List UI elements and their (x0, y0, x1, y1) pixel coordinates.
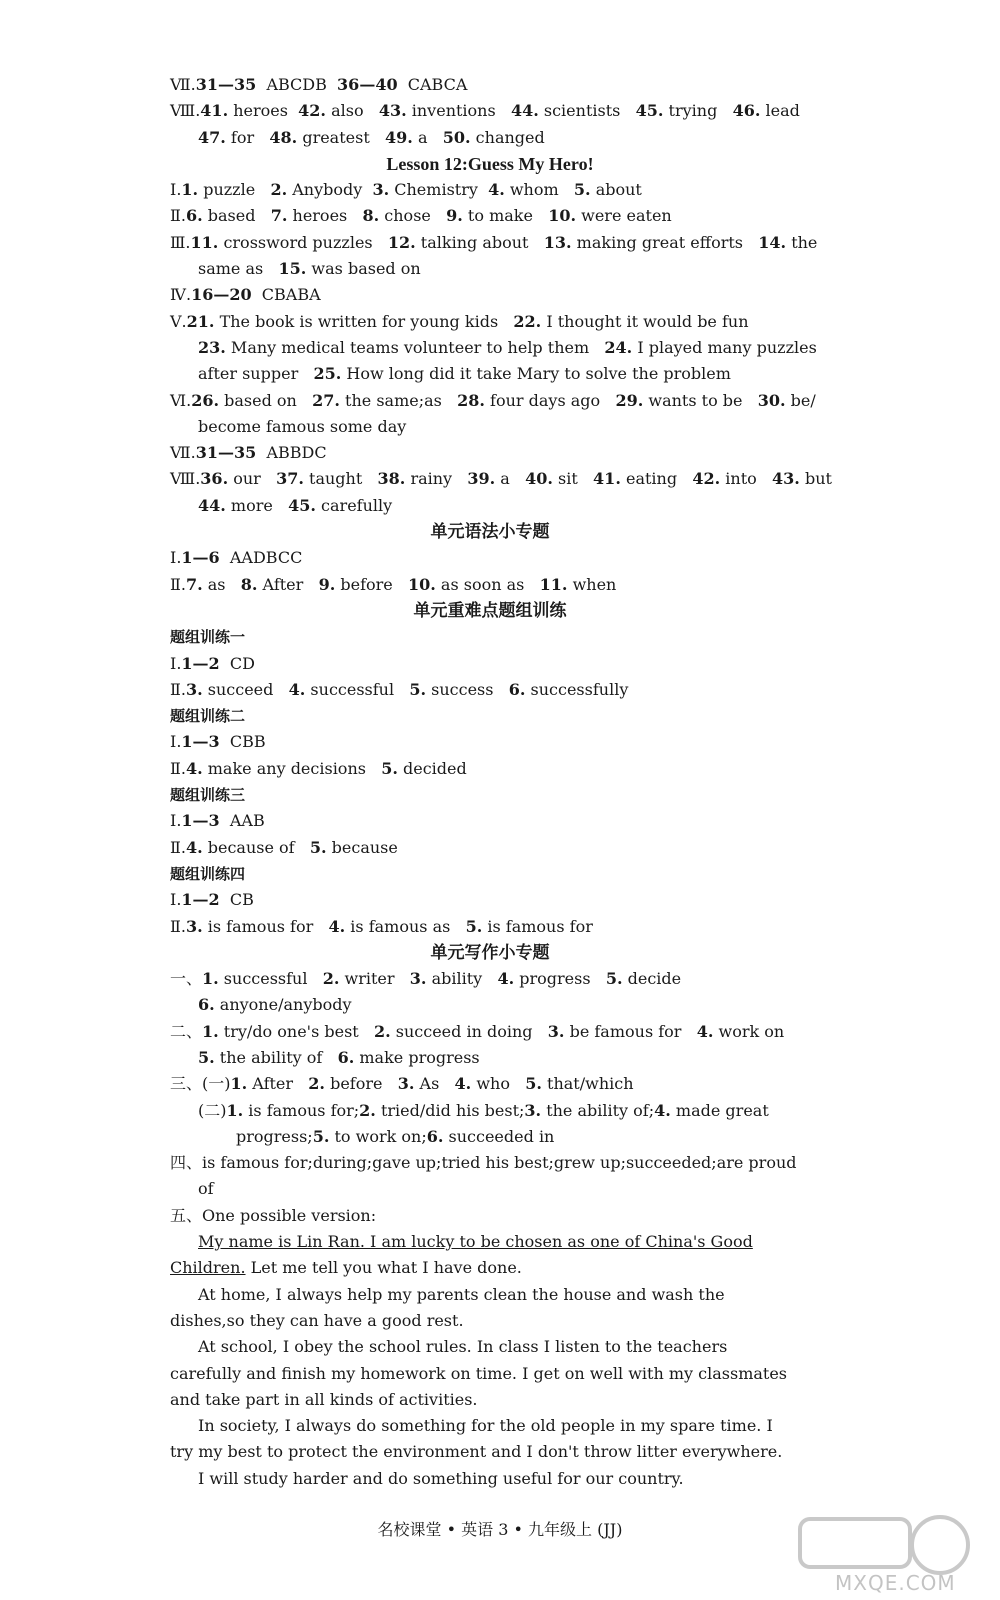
answer-line: Ⅲ.11. crossword puzzles 12. talking about 13. making great efforts 14. the (170, 232, 818, 252)
answer-line: At school, I obey the school rules. In class I listen to the teachers (198, 1337, 728, 1357)
watermark-text: MXQE.COM (835, 1571, 956, 1595)
answer-line: I will study harder and do something useful for our country. (198, 1468, 684, 1488)
answer-line: Ⅰ.1—3 CBB (170, 732, 266, 752)
answer-line: try my best to protect the environment and I don't throw litter everywhere. (170, 1442, 783, 1462)
section-heading: 单元写作小专题 (430, 942, 550, 963)
answer-line: 五、One possible version: (170, 1205, 377, 1225)
answer-line: (二)1. is famous for;2. tried/did his best;3. the ability of;4. made great (198, 1100, 769, 1120)
answer-page (170, 72, 832, 1492)
answer-line: 四、is famous for;during;gave up;tried his best;grew up;succeeded;are proud (170, 1153, 797, 1173)
answer-line: Ⅰ.1—2 CB (170, 890, 254, 910)
answer-line: 47. for 48. greatest 49. a 50. changed (198, 127, 545, 147)
answer-line: Ⅳ.16—20 CBABA (170, 285, 321, 305)
subsection-heading: 题组训练三 (170, 786, 246, 805)
answer-line: Ⅱ.4. because of 5. because (170, 837, 398, 857)
answer-line: 6. anyone/anybody (198, 995, 352, 1015)
answer-line: 三、(一)1. After 2. before 3. As 4. who 5. that/which (170, 1074, 634, 1094)
answer-line: Ⅱ.7. as 8. After 9. before 10. as soon as 11. when (170, 574, 617, 594)
answer-line: Ⅰ.1—6 AADBCC (170, 548, 303, 568)
answer-line: In society, I always do something for the old people in my spare time. I (198, 1416, 773, 1436)
answer-line: Ⅱ.3. is famous for 4. is famous as 5. is famous for (170, 916, 593, 936)
answer-line: Ⅱ.4. make any decisions 5. decided (170, 758, 467, 778)
answer-line: become famous some day (198, 416, 407, 436)
answer-line: of (198, 1179, 214, 1199)
answer-line: progress;5. to work on;6. succeeded in (236, 1126, 555, 1146)
answer-line: Children. Let me tell you what I have done. (170, 1258, 522, 1278)
watermark-logo (780, 1505, 980, 1595)
page-footer: 名校课堂 • 英语 3 • 九年级上 (JJ) (377, 1520, 623, 1539)
answer-line: Ⅱ.6. based 7. heroes 8. chose 9. to make 10. were eaten (170, 206, 672, 226)
answer-line: Ⅵ.26. based on 27. the same;as 28. four days ago 29. wants to be 30. be/ (170, 390, 816, 410)
section-heading: 单元语法小专题 (430, 522, 550, 543)
answer-line: Ⅷ.41. heroes 42. also 43. inventions 44. scientists 45. trying 46. lead (170, 101, 800, 121)
answer-line: Ⅱ.3. succeed 4. successful 5. success 6. successfully (170, 679, 629, 699)
subsection-heading: 题组训练二 (170, 707, 246, 726)
answer-line: Ⅶ.31—35 ABBDC (170, 443, 327, 463)
subsection-heading: 题组训练四 (170, 864, 246, 883)
answer-line: Ⅷ.36. our 37. taught 38. rainy 39. a 40. sit 41. eating 42. into 43. but (170, 469, 832, 489)
answer-line: 5. the ability of 6. make progress (198, 1047, 480, 1067)
answer-line: after supper 25. How long did it take Mary to solve the problem (198, 364, 731, 384)
section-heading: Lesson 12:Guess My Hero! (386, 153, 594, 174)
answer-line: same as 15. was based on (198, 259, 421, 279)
answer-line: dishes,so they can have a good rest. (170, 1310, 464, 1330)
answer-line: Ⅶ.31—35 ABCDB 36—40 CABCA (170, 75, 468, 94)
answer-line: My name is Lin Ran. I am lucky to be chosen as one of China's Good (198, 1232, 753, 1252)
answer-line: carefully and finish my homework on time. I get on well with my classmates (170, 1363, 788, 1383)
answer-line: 23. Many medical teams volunteer to help them 24. I played many puzzles (198, 337, 817, 357)
answer-line: Ⅴ.21. The book is written for young kids 22. I thought it would be fun (170, 311, 749, 331)
answer-line: Ⅰ.1—3 AAB (170, 811, 265, 831)
answer-line: Ⅰ.1—2 CD (170, 653, 255, 673)
section-heading: 单元重难点题组训练 (413, 600, 567, 621)
answer-line: Ⅰ.1. puzzle 2. Anybody 3. Chemistry 4. whom 5. about (170, 180, 642, 200)
answer-line: and take part in all kinds of activities. (170, 1389, 478, 1409)
answer-line: 二、1. try/do one's best 2. succeed in doing 3. be famous for 4. work on (170, 1021, 785, 1041)
answer-line: 44. more 45. carefully (198, 495, 393, 515)
subsection-heading: 题组训练一 (170, 628, 246, 647)
answer-line: At home, I always help my parents clean the house and wash the (198, 1284, 725, 1304)
answer-line: 一、1. successful 2. writer 3. ability 4. progress 5. decide (170, 969, 682, 989)
